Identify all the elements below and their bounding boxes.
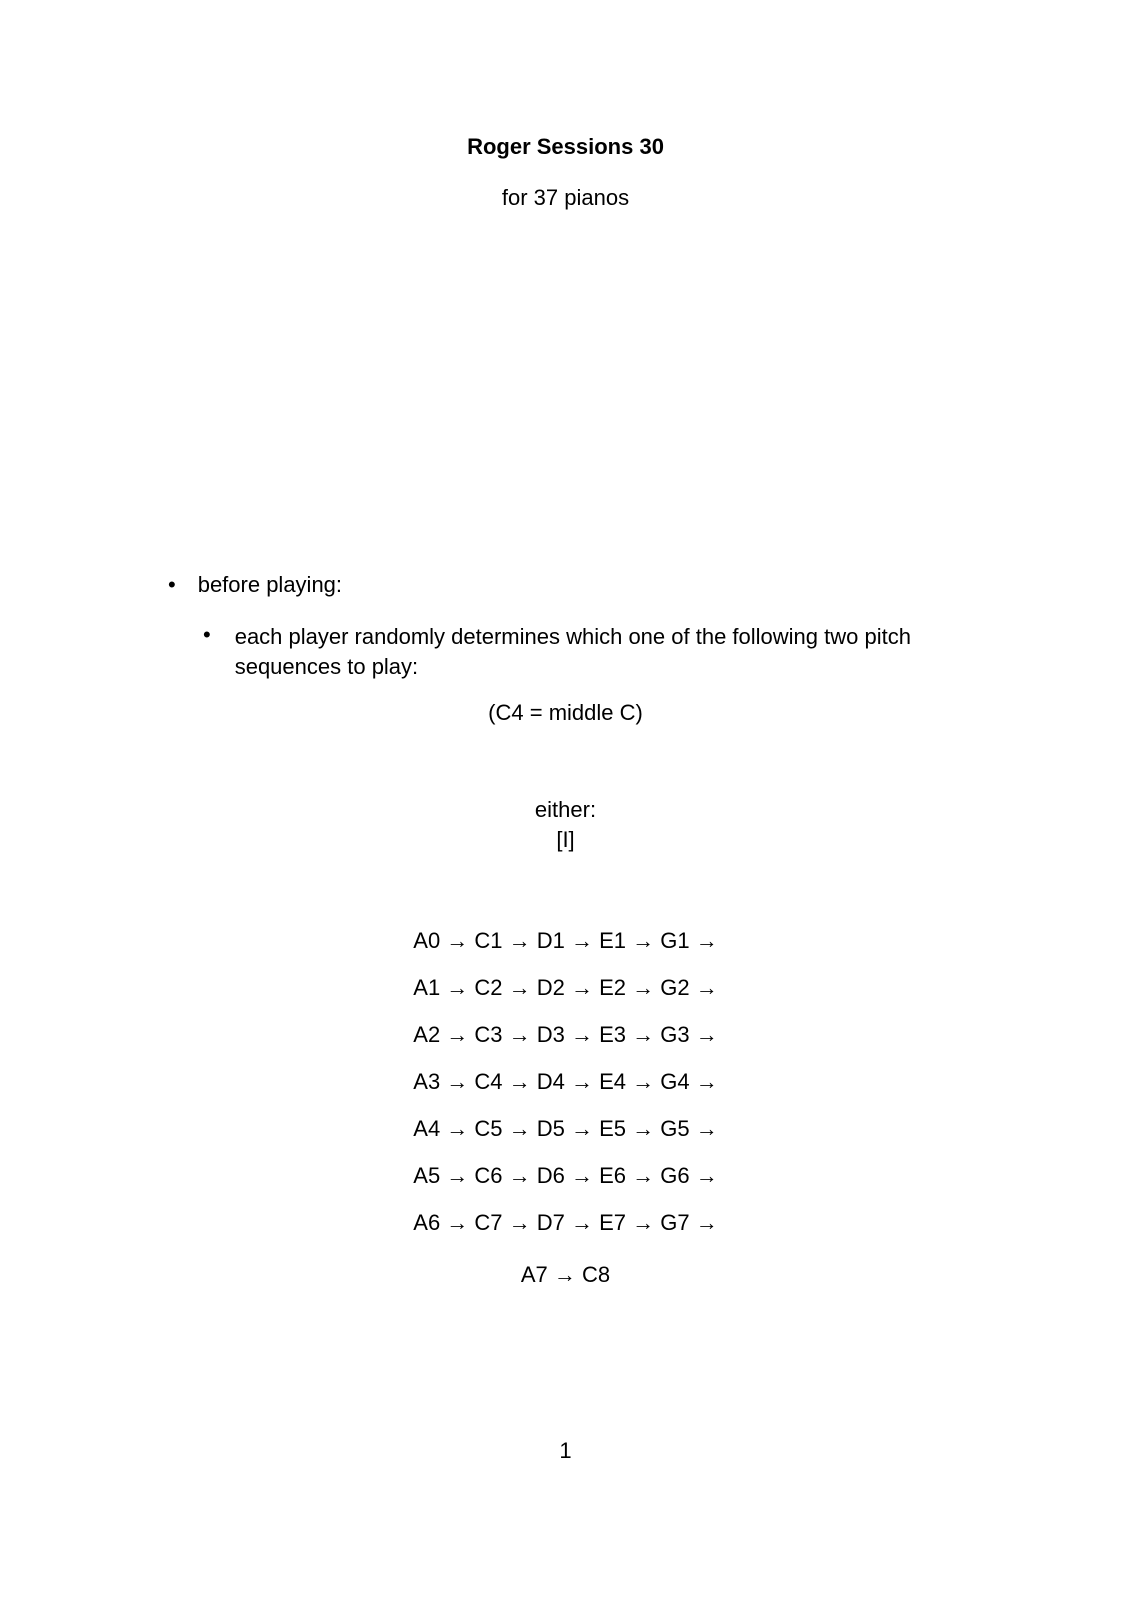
pitch-sequence-line: A5 → C6 → D6 → E6 → G6 → [413, 1163, 718, 1188]
pitch-sequence-line: A1 → C2 → D2 → E2 → G2 → [413, 975, 718, 1000]
pitch-sequence-line: A4 → C5 → D5 → E5 → G5 → [413, 1116, 718, 1141]
page-title: Roger Sessions 30 [467, 134, 664, 159]
bullet-item-pitch-sequence-instruction [203, 622, 950, 683]
bullet-icon: • [203, 622, 211, 647]
bullet-text-pitch-sequence-instruction: each player randomly determines which one of the following two pitch sequences to play: [234, 624, 911, 680]
bullet-text-before-playing: before playing: [197, 572, 343, 597]
pitch-sequence-line: A2 → C3 → D3 → E3 → G3 → [413, 1022, 718, 1047]
bullet-item-before-playing [168, 572, 342, 598]
page-number: 1 [559, 1438, 572, 1463]
pitch-sequence-line: A7 → C8 [520, 1262, 611, 1287]
either-label: either: [534, 797, 597, 822]
pitch-sequence-line: A3 → C4 → D4 → E4 → G4 → [413, 1069, 718, 1094]
pitch-sequence-line: A6 → C7 → D7 → E7 → G7 → [413, 1210, 718, 1235]
sequence-bracket-label: [I] [556, 827, 575, 852]
middle-c-note: (C4 = middle C) [488, 700, 643, 725]
pitch-sequence-line: A0 → C1 → D1 → E1 → G1 → [413, 928, 718, 953]
page-subtitle: for 37 pianos [501, 185, 630, 210]
bullet-icon: • [168, 572, 176, 597]
